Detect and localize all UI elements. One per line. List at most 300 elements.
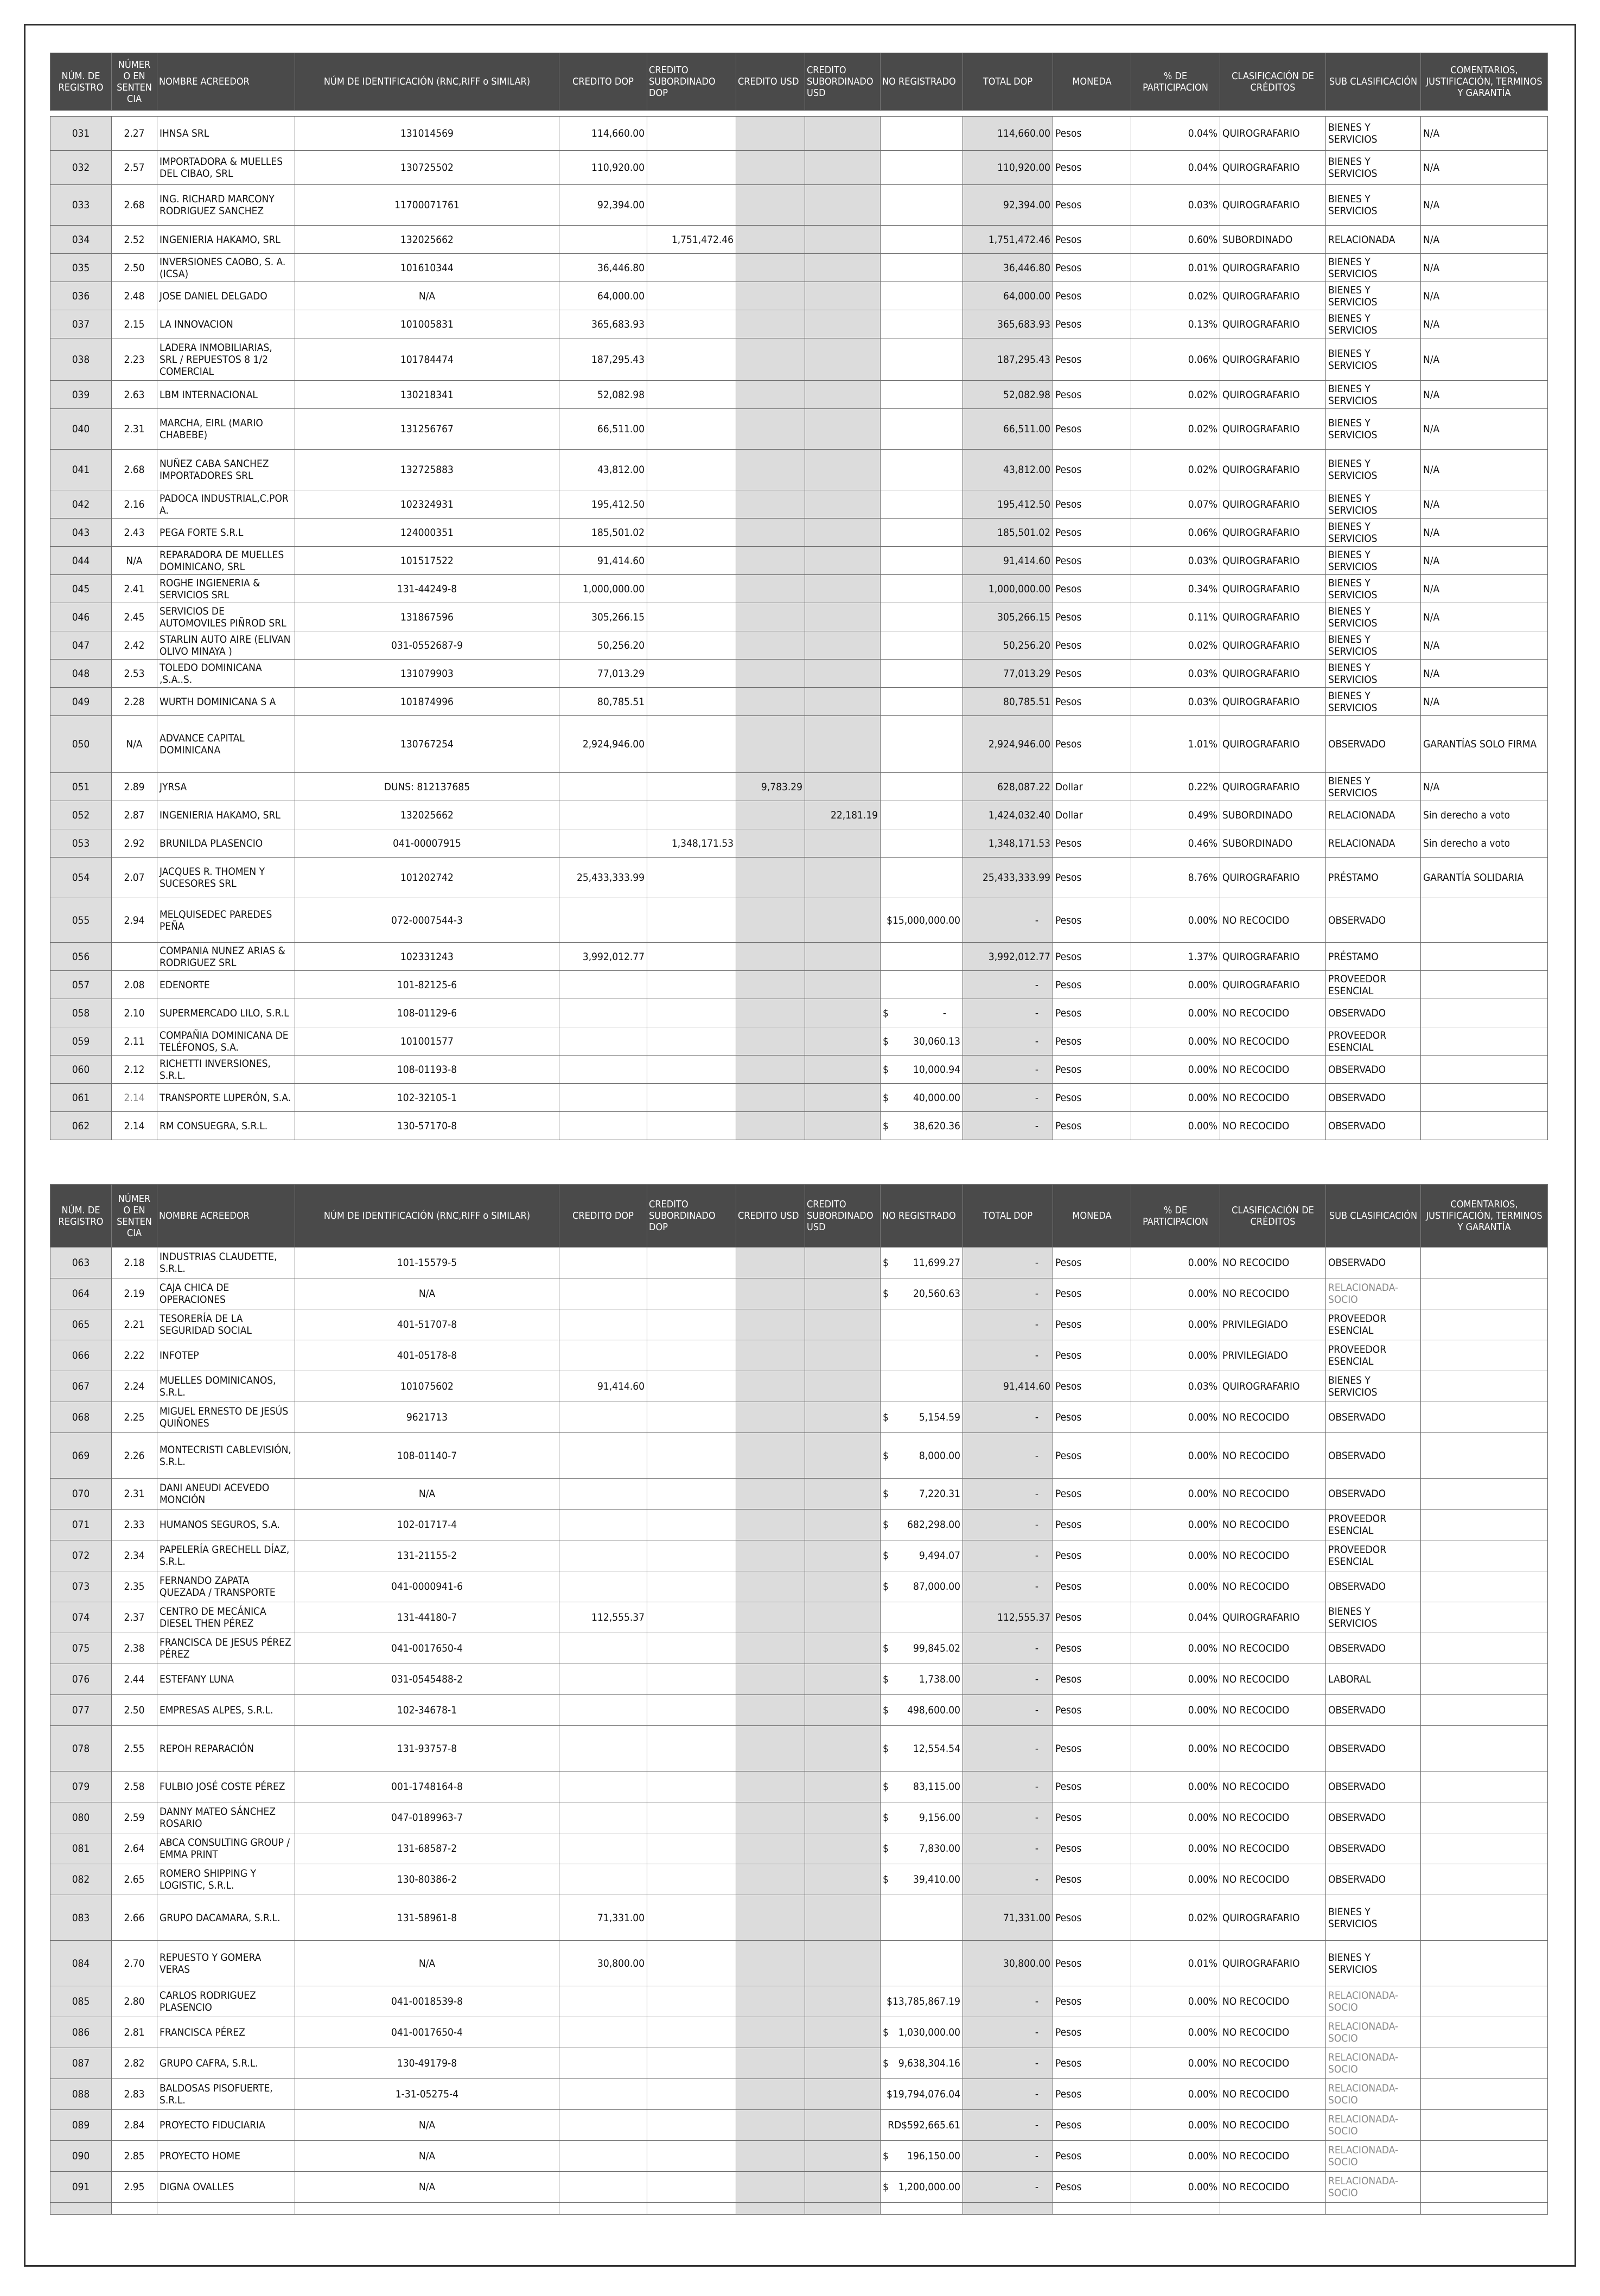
cell-sub-usd — [805, 1986, 881, 2017]
cell-no-registrado — [881, 381, 963, 409]
cell-identificacion: 131-68587-2 — [295, 1833, 559, 1864]
cell-credito-usd — [736, 1986, 805, 2017]
cell-comentarios: N/A — [1421, 519, 1548, 547]
cell-num-registro: 079 — [50, 1771, 112, 1802]
cell-nombre-acreedor: PEGA FORTE S.R.L — [157, 519, 295, 547]
cell-participacion: 0.04% — [1131, 117, 1220, 151]
cell-no-registrado — [881, 716, 963, 773]
cell-participacion: 0.04% — [1131, 151, 1220, 185]
cell-sub-usd — [805, 575, 881, 603]
col-header-participacion: % DE PARTICIPACION — [1131, 53, 1220, 111]
cell-participacion: 1.37% — [1131, 943, 1220, 971]
cell-sub-usd — [805, 829, 881, 858]
cell-no-registrado — [881, 773, 963, 801]
cell-credito-usd — [736, 2172, 805, 2203]
cell-sub-clasificacion: RELACIONADA-SOCIO — [1326, 2079, 1421, 2110]
cell-credito-usd — [736, 1695, 805, 1726]
cell-sub-dop — [647, 2079, 736, 2110]
cell-total-dop: - — [963, 1479, 1053, 1510]
cell-sub-clasificacion: RELACIONADA-SOCIO — [1326, 1278, 1421, 1309]
cell-total-dop: - — [963, 1695, 1053, 1726]
cell-sub-usd — [805, 773, 881, 801]
cell-total-dop: - — [963, 1278, 1053, 1309]
currency-sign: $ — [883, 1781, 889, 1793]
cell-no-registrado — [881, 2203, 963, 2215]
table-row — [50, 1833, 1548, 1864]
cell-nombre-acreedor: FRANCISCA DE JESUS PÉREZ PÉREZ — [157, 1633, 295, 1664]
cell-comentarios — [1421, 1027, 1548, 1056]
cell-sub-clasificacion: BIENES Y SERVICIOS — [1326, 575, 1421, 603]
cell-sub-dop — [647, 1402, 736, 1433]
table-row — [50, 1771, 1548, 1802]
table-row — [50, 185, 1548, 226]
cell-clasificacion: QUIROGRAFARIO — [1220, 1895, 1326, 1941]
cell-nombre-acreedor: STARLIN AUTO AIRE (ELIVAN OLIVO MINAYA ) — [157, 631, 295, 660]
cell-num-registro: 084 — [50, 1941, 112, 1986]
cell-sub-clasificacion: BIENES Y SERVICIOS — [1326, 450, 1421, 490]
amount: 87,000.00 — [913, 1581, 960, 1593]
cell-moneda: Pesos — [1053, 1112, 1131, 1140]
cell-sub-clasificacion: BIENES Y SERVICIOS — [1326, 1941, 1421, 1986]
cell-credito-dop: 30,800.00 — [559, 1941, 647, 1986]
cell-moneda: Pesos — [1053, 1664, 1131, 1695]
cell-comentarios — [1421, 1510, 1548, 1540]
cell-num-sentencia: 2.57 — [112, 151, 157, 185]
cell-sub-clasificacion: OBSERVADO — [1326, 1112, 1421, 1140]
cell-no-registrado — [881, 1540, 963, 1571]
cell-participacion: 0.03% — [1131, 185, 1220, 226]
cell-identificacion: 101874996 — [295, 688, 559, 716]
cell-comentarios — [1421, 1340, 1548, 1371]
cell-sub-usd — [805, 2048, 881, 2079]
cell-credito-usd — [736, 1479, 805, 1510]
cell-nombre-acreedor: PROYECTO HOME — [157, 2141, 295, 2172]
cell-moneda: Pesos — [1053, 1248, 1131, 1278]
cell-participacion: 0.00% — [1131, 1433, 1220, 1479]
cell-moneda: Pesos — [1053, 2079, 1131, 2110]
cell-participacion: 0.00% — [1131, 1056, 1220, 1084]
cell-credito-usd — [736, 1056, 805, 1084]
col-header-identificacion: NÚM DE IDENTIFICACIÓN (RNC,RIFF o SIMILAR) — [295, 53, 559, 111]
cell-sub-clasificacion: BIENES Y SERVICIOS — [1326, 151, 1421, 185]
cell-moneda: Pesos — [1053, 603, 1131, 631]
cell-moneda: Pesos — [1053, 1986, 1131, 2017]
cell-credito-dop — [559, 1479, 647, 1510]
amount: $19,794,076.04 — [887, 2088, 960, 2100]
currency-sign: $ — [883, 2150, 889, 2162]
cell-credito-usd — [736, 282, 805, 310]
cell-total-dop: 1,751,472.46 — [963, 226, 1053, 254]
cell-credito-usd — [736, 547, 805, 575]
cell-nombre-acreedor: IMPORTADORA & MUELLES DEL CIBAO, SRL — [157, 151, 295, 185]
cell-comentarios: N/A — [1421, 773, 1548, 801]
cell-num-sentencia: 2.95 — [112, 2172, 157, 2203]
cell-credito-usd — [736, 1833, 805, 1864]
cell-comentarios: N/A — [1421, 490, 1548, 519]
cell-identificacion: 041-0017650-4 — [295, 1633, 559, 1664]
cell-sub-usd — [805, 716, 881, 773]
cell-credito-dop — [559, 773, 647, 801]
cell-sub-usd — [805, 185, 881, 226]
cell-total-dop: - — [963, 1340, 1053, 1371]
cell-moneda: Pesos — [1053, 1571, 1131, 1602]
cell-clasificacion: NO RECOCIDO — [1220, 2110, 1326, 2141]
cell-nombre-acreedor: LADERA INMOBILIARIAS, SRL / REPUESTOS 8 1/2 COMERCIAL — [157, 338, 295, 381]
cell-identificacion: 132025662 — [295, 226, 559, 254]
cell-credito-usd — [736, 2048, 805, 2079]
cell-credito-usd — [736, 1802, 805, 1833]
cell-comentarios — [1421, 1084, 1548, 1112]
cell-nombre-acreedor: REPOH REPARACIÓN — [157, 1726, 295, 1771]
cell-num-registro: 043 — [50, 519, 112, 547]
cell-identificacion: 101001577 — [295, 1027, 559, 1056]
currency-sign: $ — [883, 1843, 889, 1854]
cell-nombre-acreedor: LBM INTERNACIONAL — [157, 381, 295, 409]
cell-nombre-acreedor: GRUPO DACAMARA, S.R.L. — [157, 1895, 295, 1941]
cell-identificacion: 001-1748164-8 — [295, 1771, 559, 1802]
col-header-nombre: NOMBRE ACREEDOR — [157, 1185, 295, 1248]
currency-sign: $ — [883, 1581, 889, 1593]
cell-identificacion: 130725502 — [295, 151, 559, 185]
cell-total-dop: 64,000.00 — [963, 282, 1053, 310]
cell-sub-dop — [647, 490, 736, 519]
cell-num-sentencia: 2.92 — [112, 829, 157, 858]
cell-num-registro: 045 — [50, 575, 112, 603]
col-header-comentarios: COMENTARIOS, JUSTIFICACIÓN, TERMINOS Y GARANTÍA — [1421, 53, 1548, 111]
cell-no-registrado — [881, 829, 963, 858]
cell-num-registro: 089 — [50, 2110, 112, 2141]
cell-num-registro: 060 — [50, 1056, 112, 1084]
cell-moneda: Pesos — [1053, 450, 1131, 490]
cell-participacion: 0.00% — [1131, 1771, 1220, 1802]
cell-total-dop: - — [963, 1112, 1053, 1140]
cell-moneda: Pesos — [1053, 660, 1131, 688]
cell-comentarios: N/A — [1421, 282, 1548, 310]
cell-moneda: Pesos — [1053, 490, 1131, 519]
cell-clasificacion: NO RECOCIDO — [1220, 1864, 1326, 1895]
amount: 20,560.63 — [913, 1288, 960, 1300]
cell-sub-usd — [805, 1602, 881, 1633]
cell-sub-usd — [805, 254, 881, 282]
cell-participacion: 0.07% — [1131, 490, 1220, 519]
cell-sub-clasificacion: PRÉSTAMO — [1326, 943, 1421, 971]
cell-num-registro: 039 — [50, 381, 112, 409]
cell-no-registrado — [881, 575, 963, 603]
cell-num-registro: 090 — [50, 2141, 112, 2172]
cell-participacion: 0.06% — [1131, 519, 1220, 547]
cell-moneda: Pesos — [1053, 971, 1131, 999]
cell-num-sentencia: 2.19 — [112, 1278, 157, 1309]
cell-sub-dop — [647, 2141, 736, 2172]
cell-participacion: 0.34% — [1131, 575, 1220, 603]
cell-comentarios — [1421, 1602, 1548, 1633]
cell-credito-dop: 3,992,012.77 — [559, 943, 647, 971]
cell-sub-usd — [805, 631, 881, 660]
cell-num-sentencia: 2.68 — [112, 185, 157, 226]
cell-credito-usd — [736, 688, 805, 716]
cell-sub-dop — [647, 631, 736, 660]
cell-clasificacion: QUIROGRAFARIO — [1220, 660, 1326, 688]
cell-sub-dop — [647, 310, 736, 338]
cell-no-registrado — [881, 1371, 963, 1402]
cell-credito-usd — [736, 310, 805, 338]
cell-comentarios: GARANTÍAS SOLO FIRMA — [1421, 716, 1548, 773]
cell-comentarios — [1421, 1864, 1548, 1895]
cell-sub-clasificacion: RELACIONADA-SOCIO — [1326, 2141, 1421, 2172]
cell-num-registro: 069 — [50, 1433, 112, 1479]
cell-participacion: 0.00% — [1131, 1833, 1220, 1864]
cell-num-registro: 063 — [50, 1248, 112, 1278]
cell-comentarios — [1421, 2048, 1548, 2079]
cell-sub-clasificacion: OBSERVADO — [1326, 999, 1421, 1027]
cell-sub-dop — [647, 1726, 736, 1771]
cell-participacion: 0.49% — [1131, 801, 1220, 829]
cell-num-registro: 073 — [50, 1571, 112, 1602]
cell-nombre-acreedor: PROYECTO FIDUCIARIA — [157, 2110, 295, 2141]
table-row — [50, 688, 1548, 716]
col-header-total-dop: TOTAL DOP — [963, 1185, 1053, 1248]
cell-no-registrado — [881, 943, 963, 971]
cell-moneda: Pesos — [1053, 1433, 1131, 1479]
cell-sub-usd — [805, 409, 881, 450]
cell-identificacion: 047-0189963-7 — [295, 1802, 559, 1833]
cell-identificacion: N/A — [295, 2110, 559, 2141]
table-row — [50, 1633, 1548, 1664]
cell-nombre-acreedor: MIGUEL ERNESTO DE JESÚS QUIÑONES — [157, 1402, 295, 1433]
cell-participacion: 0.00% — [1131, 2079, 1220, 2110]
cell-num-sentencia: 2.35 — [112, 1571, 157, 1602]
cell-clasificacion — [1220, 2203, 1326, 2215]
cell-num-registro: 052 — [50, 801, 112, 829]
cell-sub-usd: 22,181.19 — [805, 801, 881, 829]
cell-no-registrado — [881, 1633, 963, 1664]
cell-sub-clasificacion: BIENES Y SERVICIOS — [1326, 660, 1421, 688]
cell-num-sentencia: 2.50 — [112, 254, 157, 282]
cell-participacion: 0.02% — [1131, 409, 1220, 450]
cell-identificacion: 101075602 — [295, 1371, 559, 1402]
cell-comentarios: Sin derecho a voto — [1421, 829, 1548, 858]
cell-sub-usd — [805, 1433, 881, 1479]
cell-sub-dop — [647, 1571, 736, 1602]
cell-sub-clasificacion: PROVEEDOR ESENCIAL — [1326, 1510, 1421, 1540]
cell-credito-dop — [559, 1510, 647, 1540]
cell-nombre-acreedor: JOSE DANIEL DELGADO — [157, 282, 295, 310]
cell-credito-dop — [559, 1309, 647, 1340]
table-row — [50, 381, 1548, 409]
cell-identificacion: 102-01717-4 — [295, 1510, 559, 1540]
cell-credito-usd — [736, 381, 805, 409]
cell-sub-dop — [647, 716, 736, 773]
cell-credito-dop — [559, 1056, 647, 1084]
cell-num-registro: 054 — [50, 858, 112, 898]
cell-sub-usd — [805, 1084, 881, 1112]
cell-clasificacion: QUIROGRAFARIO — [1220, 450, 1326, 490]
cell-nombre-acreedor: BRUNILDA PLASENCIO — [157, 829, 295, 858]
cell-identificacion: 101784474 — [295, 338, 559, 381]
cell-credito-dop: 195,412.50 — [559, 490, 647, 519]
cell-sub-clasificacion: OBSERVADO — [1326, 1571, 1421, 1602]
cell-moneda: Pesos — [1053, 519, 1131, 547]
cell-sub-clasificacion: BIENES Y SERVICIOS — [1326, 490, 1421, 519]
cell-no-registrado — [881, 1510, 963, 1540]
cell-participacion: 0.13% — [1131, 310, 1220, 338]
cell-comentarios — [1421, 1309, 1548, 1340]
cell-num-sentencia: N/A — [112, 547, 157, 575]
cell-moneda: Pesos — [1053, 1941, 1131, 1986]
table-row — [50, 1664, 1548, 1695]
cell-participacion: 0.00% — [1131, 1726, 1220, 1771]
cell-comentarios: N/A — [1421, 185, 1548, 226]
cell-num-registro: 033 — [50, 185, 112, 226]
cell-participacion: 0.00% — [1131, 1540, 1220, 1571]
cell-no-registrado — [881, 898, 963, 943]
col-header-identificacion: NÚM DE IDENTIFICACIÓN (RNC,RIFF o SIMILAR) — [295, 1185, 559, 1248]
table-row — [50, 603, 1548, 631]
amount: 99,845.02 — [913, 1642, 960, 1654]
cell-participacion: 0.02% — [1131, 1895, 1220, 1941]
cell-num-sentencia: 2.14 — [112, 1084, 157, 1112]
cell-sub-clasificacion: RELACIONADA — [1326, 226, 1421, 254]
cell-identificacion: 131079903 — [295, 660, 559, 688]
cell-credito-usd — [736, 660, 805, 688]
cell-total-dop: - — [963, 2048, 1053, 2079]
table-row — [50, 226, 1548, 254]
amount: 30,060.13 — [913, 1035, 960, 1047]
cell-credito-dop: 185,501.02 — [559, 519, 647, 547]
cell-sub-dop — [647, 1112, 736, 1140]
cell-comentarios — [1421, 2203, 1548, 2215]
cell-sub-dop — [647, 2017, 736, 2048]
cell-sub-dop — [647, 2203, 736, 2215]
cell-credito-dop: 2,924,946.00 — [559, 716, 647, 773]
cell-num-registro: 049 — [50, 688, 112, 716]
cell-identificacion: 101005831 — [295, 310, 559, 338]
cell-sub-usd — [805, 2141, 881, 2172]
table-row — [50, 858, 1548, 898]
table-row — [50, 310, 1548, 338]
cell-clasificacion: NO RECOCIDO — [1220, 2079, 1326, 2110]
cell-num-registro: 059 — [50, 1027, 112, 1056]
cell-total-dop: 91,414.60 — [963, 547, 1053, 575]
cell-sub-dop — [647, 1340, 736, 1371]
col-header-num-sentencia: NÚMER O EN SENTEN CIA — [112, 53, 157, 111]
cell-total-dop: 52,082.98 — [963, 381, 1053, 409]
cell-moneda: Pesos — [1053, 2048, 1131, 2079]
col-header-total-dop: TOTAL DOP — [963, 53, 1053, 111]
cell-nombre-acreedor: TRANSPORTE LUPERÓN, S.A. — [157, 1084, 295, 1112]
cell-total-dop: 30,800.00 — [963, 1941, 1053, 1986]
cell-sub-dop — [647, 282, 736, 310]
cell-nombre-acreedor: ROMERO SHIPPING Y LOGISTIC, S.R.L. — [157, 1864, 295, 1895]
cell-num-registro: 064 — [50, 1278, 112, 1309]
cell-moneda: Pesos — [1053, 858, 1131, 898]
cell-nombre-acreedor: REPARADORA DE MUELLES DOMINICANO, SRL — [157, 547, 295, 575]
cell-no-registrado — [881, 1802, 963, 1833]
amount: 1,030,000.00 — [898, 2026, 960, 2038]
cell-no-registrado — [881, 1833, 963, 1864]
cell-sub-dop — [647, 1895, 736, 1941]
currency-sign: $ — [883, 1120, 889, 1132]
cell-sub-dop — [647, 1633, 736, 1664]
cell-nombre-acreedor: PAPELERÍA GRECHELL DÍAZ, S.R.L. — [157, 1540, 295, 1571]
cell-credito-usd — [736, 1340, 805, 1371]
cell-credito-usd — [736, 185, 805, 226]
amount: 7,220.31 — [919, 1488, 960, 1500]
cell-num-registro: 085 — [50, 1986, 112, 2017]
cell-comentarios — [1421, 2172, 1548, 2203]
cell-sub-dop — [647, 1802, 736, 1833]
amount: 7,830.00 — [919, 1843, 960, 1854]
cell-num-sentencia: 2.68 — [112, 450, 157, 490]
cell-comentarios: N/A — [1421, 409, 1548, 450]
cell-credito-dop — [559, 2141, 647, 2172]
cell-credito-dop — [559, 1986, 647, 2017]
cell-nombre-acreedor: ESTEFANY LUNA — [157, 1664, 295, 1695]
cell-participacion: 0.00% — [1131, 1084, 1220, 1112]
cell-credito-usd — [736, 2141, 805, 2172]
cell-comentarios — [1421, 2141, 1548, 2172]
table-row — [50, 1340, 1548, 1371]
cell-clasificacion: PRIVILEGIADO — [1220, 1340, 1326, 1371]
cell-credito-dop — [559, 1802, 647, 1833]
cell-num-sentencia: 2.85 — [112, 2141, 157, 2172]
cell-sub-dop — [647, 2110, 736, 2141]
cell-credito-dop — [559, 1664, 647, 1695]
cell-participacion: 8.76% — [1131, 858, 1220, 898]
cell-participacion — [1131, 2203, 1220, 2215]
currency-sign: $ — [883, 1642, 889, 1654]
table-row — [50, 338, 1548, 381]
cell-num-registro: 080 — [50, 1802, 112, 1833]
cell-identificacion: 072-0007544-3 — [295, 898, 559, 943]
currency-sign: $ — [883, 1673, 889, 1685]
cell-clasificacion: NO RECOCIDO — [1220, 1771, 1326, 1802]
cell-comentarios: N/A — [1421, 575, 1548, 603]
cell-sub-dop — [647, 1084, 736, 1112]
cell-nombre-acreedor: IHNSA SRL — [157, 117, 295, 151]
cell-identificacion: 131256767 — [295, 409, 559, 450]
cell-credito-dop: 92,394.00 — [559, 185, 647, 226]
cell-sub-usd — [805, 660, 881, 688]
cell-nombre-acreedor: DANI ANEUDI ACEVEDO MONCIÓN — [157, 1479, 295, 1510]
cell-sub-dop — [647, 858, 736, 898]
cell-comentarios — [1421, 1371, 1548, 1402]
table-row — [50, 2048, 1548, 2079]
cell-credito-dop: 91,414.60 — [559, 1371, 647, 1402]
cell-moneda: Pesos — [1053, 631, 1131, 660]
cell-nombre-acreedor: FULBIO JOSÉ COSTE PÉREZ — [157, 1771, 295, 1802]
cell-sub-usd — [805, 310, 881, 338]
cell-sub-usd — [805, 1371, 881, 1402]
cell-credito-usd — [736, 1633, 805, 1664]
cell-clasificacion: QUIROGRAFARIO — [1220, 631, 1326, 660]
table-row — [50, 1056, 1548, 1084]
cell-credito-dop — [559, 1726, 647, 1771]
cell-participacion: 0.00% — [1131, 1986, 1220, 2017]
table-row — [50, 1027, 1548, 1056]
amount: 11,699.27 — [913, 1257, 960, 1269]
currency-sign: $ — [883, 1091, 889, 1104]
cell-sub-dop — [647, 1864, 736, 1895]
cell-moneda: Pesos — [1053, 1278, 1131, 1309]
cell-identificacion: N/A — [295, 282, 559, 310]
cell-clasificacion: QUIROGRAFARIO — [1220, 575, 1326, 603]
cell-identificacion: N/A — [295, 1278, 559, 1309]
cell-credito-dop — [559, 2048, 647, 2079]
cell-participacion: 0.00% — [1131, 1402, 1220, 1433]
cell-total-dop: - — [963, 1864, 1053, 1895]
amount: 682,298.00 — [907, 1519, 960, 1531]
